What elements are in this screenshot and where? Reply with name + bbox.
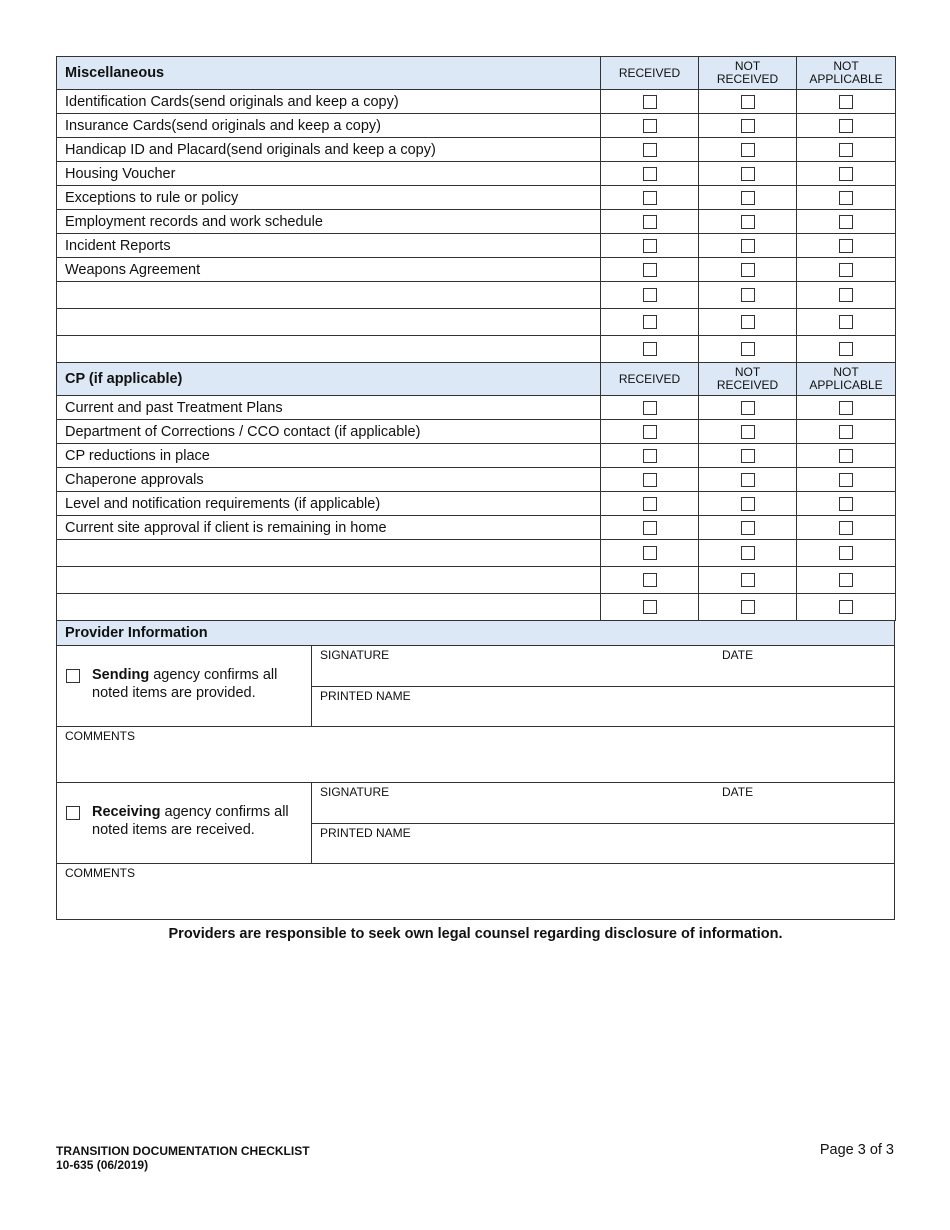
not-received-checkbox[interactable]: [741, 143, 755, 157]
received-checkbox[interactable]: [643, 521, 657, 535]
not-applicable-checkbox[interactable]: [839, 167, 853, 181]
cp-header-row: [57, 363, 896, 396]
not-applicable-checkbox[interactable]: [839, 239, 853, 253]
checklist-row: [57, 258, 896, 282]
blank-item-field[interactable]: [57, 336, 601, 363]
checklist-row: [57, 420, 896, 444]
checklist-row: [57, 516, 896, 540]
sending-printed-name-field[interactable]: [312, 686, 894, 727]
not-applicable-checkbox[interactable]: [839, 263, 853, 277]
not-applicable-checkbox[interactable]: [839, 315, 853, 329]
col-not-received-header: NOT RECEIVED: [699, 57, 797, 90]
item-label: Department of Corrections / CCO contact (if applicable): [57, 420, 601, 444]
sending-signature-field[interactable]: [312, 646, 894, 686]
misc-section-title: Miscellaneous: [57, 57, 601, 90]
disclaimer: Providers are responsible to seek own legal counsel regarding disclosure of information.: [168, 926, 783, 942]
not-received-checkbox[interactable]: [741, 239, 755, 253]
checklist-row: [57, 114, 896, 138]
not-received-checkbox[interactable]: [741, 119, 755, 133]
not-received-checkbox[interactable]: [741, 191, 755, 205]
not-received-checkbox[interactable]: [741, 401, 755, 415]
item-label: CP reductions in place: [57, 444, 601, 468]
sending-confirm: [57, 646, 312, 726]
checklist-row: [57, 444, 896, 468]
checklist-row: [57, 234, 896, 258]
not-applicable-checkbox[interactable]: [839, 473, 853, 487]
not-received-checkbox[interactable]: [741, 288, 755, 302]
receiving-signature-field[interactable]: [312, 783, 894, 823]
col-received-header: RECEIVED: [601, 363, 699, 396]
sending-comments-field[interactable]: [56, 727, 895, 783]
blank-item-field[interactable]: [57, 594, 601, 621]
form-number: 10-635 (06/2019): [56, 1158, 149, 1172]
received-checkbox[interactable]: [643, 191, 657, 205]
date-label: DATE: [722, 785, 754, 799]
blank-row: [57, 282, 896, 309]
not-applicable-checkbox[interactable]: [839, 95, 853, 109]
not-received-checkbox[interactable]: [741, 573, 755, 587]
sending-text: agency confirms all noted items are provided.: [92, 667, 278, 701]
page-number: Page 3 of 3: [819, 1142, 894, 1158]
col-not-applicable-header: NOT APPLICABLE: [797, 57, 896, 90]
date-label: DATE: [722, 648, 754, 662]
received-checkbox[interactable]: [643, 239, 657, 253]
blank-row: [57, 540, 896, 567]
received-checkbox[interactable]: [643, 342, 657, 356]
not-applicable-checkbox[interactable]: [839, 143, 853, 157]
received-checkbox[interactable]: [643, 425, 657, 439]
item-label: Incident Reports: [57, 234, 601, 258]
checklist-row: [57, 210, 896, 234]
received-checkbox[interactable]: [643, 401, 657, 415]
item-label: Identification Cards(send originals and keep a copy): [57, 90, 601, 114]
blank-row: [57, 336, 896, 363]
received-checkbox[interactable]: [643, 473, 657, 487]
item-label: Current site approval if client is remaining in home: [57, 516, 601, 540]
blank-row: [57, 309, 896, 336]
sending-bold: Sending: [92, 667, 150, 683]
received-checkbox[interactable]: [643, 288, 657, 302]
checklist-row: [57, 396, 896, 420]
received-checkbox[interactable]: [643, 315, 657, 329]
not-received-checkbox[interactable]: [741, 342, 755, 356]
comments-label: COMMENTS: [65, 866, 135, 880]
not-applicable-checkbox[interactable]: [839, 215, 853, 229]
not-received-checkbox[interactable]: [741, 95, 755, 109]
printed-name-label: PRINTED NAME: [320, 688, 411, 703]
col-not-applicable-header: NOT APPLICABLE: [797, 363, 896, 396]
not-applicable-checkbox[interactable]: [839, 288, 853, 302]
item-label: Current and past Treatment Plans: [57, 396, 601, 420]
sending-confirm-checkbox[interactable]: [66, 669, 80, 683]
cp-section-title: CP (if applicable): [57, 363, 601, 396]
item-label: Employment records and work schedule: [57, 210, 601, 234]
item-label: Insurance Cards(send originals and keep a copy): [57, 114, 601, 138]
not-received-checkbox[interactable]: [741, 425, 755, 439]
receiving-printed-name-field[interactable]: [312, 823, 894, 864]
received-checkbox[interactable]: [643, 600, 657, 614]
blank-item-field[interactable]: [57, 567, 601, 594]
not-applicable-checkbox[interactable]: [839, 342, 853, 356]
received-checkbox[interactable]: [643, 497, 657, 511]
not-applicable-checkbox[interactable]: [839, 191, 853, 205]
not-applicable-checkbox[interactable]: [839, 119, 853, 133]
receiving-text: agency confirms all noted items are received.: [92, 804, 289, 838]
not-applicable-checkbox[interactable]: [839, 521, 853, 535]
receiving-comments-field[interactable]: [56, 864, 895, 920]
not-received-checkbox[interactable]: [741, 521, 755, 535]
not-received-checkbox[interactable]: [741, 497, 755, 511]
item-label: Exceptions to rule or policy: [57, 186, 601, 210]
blank-item-field[interactable]: [57, 282, 601, 309]
not-received-checkbox[interactable]: [741, 315, 755, 329]
item-label: Handicap ID and Placard(send originals and keep a copy): [57, 138, 601, 162]
not-applicable-checkbox[interactable]: [839, 546, 853, 560]
form-footer: [56, 1144, 310, 1172]
not-received-checkbox[interactable]: [741, 263, 755, 277]
form-title: TRANSITION DOCUMENTATION CHECKLIST: [56, 1144, 310, 1158]
checklist-row: [57, 492, 896, 516]
printed-name-label: PRINTED NAME: [320, 825, 411, 840]
received-checkbox[interactable]: [643, 95, 657, 109]
comments-label: COMMENTS: [65, 729, 135, 743]
blank-row: [57, 567, 896, 594]
checklist-row: [57, 186, 896, 210]
col-received-header: RECEIVED: [601, 57, 699, 90]
sending-agency-block: [56, 646, 895, 727]
not-received-checkbox[interactable]: [741, 215, 755, 229]
blank-item-field[interactable]: [57, 540, 601, 567]
item-label: Weapons Agreement: [57, 258, 601, 282]
receiving-agency-block: [56, 783, 895, 864]
checklist-row: [57, 468, 896, 492]
received-checkbox[interactable]: [643, 546, 657, 560]
receiving-bold: Receiving: [92, 804, 161, 820]
signature-label: SIGNATURE: [320, 785, 390, 799]
received-checkbox[interactable]: [643, 263, 657, 277]
blank-item-field[interactable]: [57, 309, 601, 336]
received-checkbox[interactable]: [643, 119, 657, 133]
misc-header-row: [57, 57, 896, 90]
item-label: Chaperone approvals: [57, 468, 601, 492]
not-received-checkbox[interactable]: [741, 449, 755, 463]
col-not-received-header: NOT RECEIVED: [699, 363, 797, 396]
item-label: Housing Voucher: [57, 162, 601, 186]
received-checkbox[interactable]: [643, 167, 657, 181]
not-applicable-checkbox[interactable]: [839, 449, 853, 463]
checklist-row: [57, 162, 896, 186]
receiving-confirm-checkbox[interactable]: [66, 806, 80, 820]
not-received-checkbox[interactable]: [741, 546, 755, 560]
not-applicable-checkbox[interactable]: [839, 497, 853, 511]
provider-info-heading: Provider Information: [56, 621, 895, 646]
checklist-row: [57, 90, 896, 114]
not-applicable-checkbox[interactable]: [839, 573, 853, 587]
misc-cp-table: [56, 56, 896, 621]
received-checkbox[interactable]: [643, 215, 657, 229]
blank-row: [57, 594, 896, 621]
received-checkbox[interactable]: [643, 573, 657, 587]
checklist-page: [56, 56, 895, 942]
checklist-row: [57, 138, 896, 162]
receiving-confirm: [57, 783, 312, 863]
received-checkbox[interactable]: [643, 143, 657, 157]
not-applicable-checkbox[interactable]: [839, 425, 853, 439]
not-received-checkbox[interactable]: [741, 167, 755, 181]
signature-label: SIGNATURE: [320, 648, 390, 662]
not-applicable-checkbox[interactable]: [839, 401, 853, 415]
item-label: Level and notification requirements (if applicable): [57, 492, 601, 516]
received-checkbox[interactable]: [643, 449, 657, 463]
not-received-checkbox[interactable]: [741, 473, 755, 487]
not-received-checkbox[interactable]: [741, 600, 755, 614]
not-applicable-checkbox[interactable]: [839, 600, 853, 614]
